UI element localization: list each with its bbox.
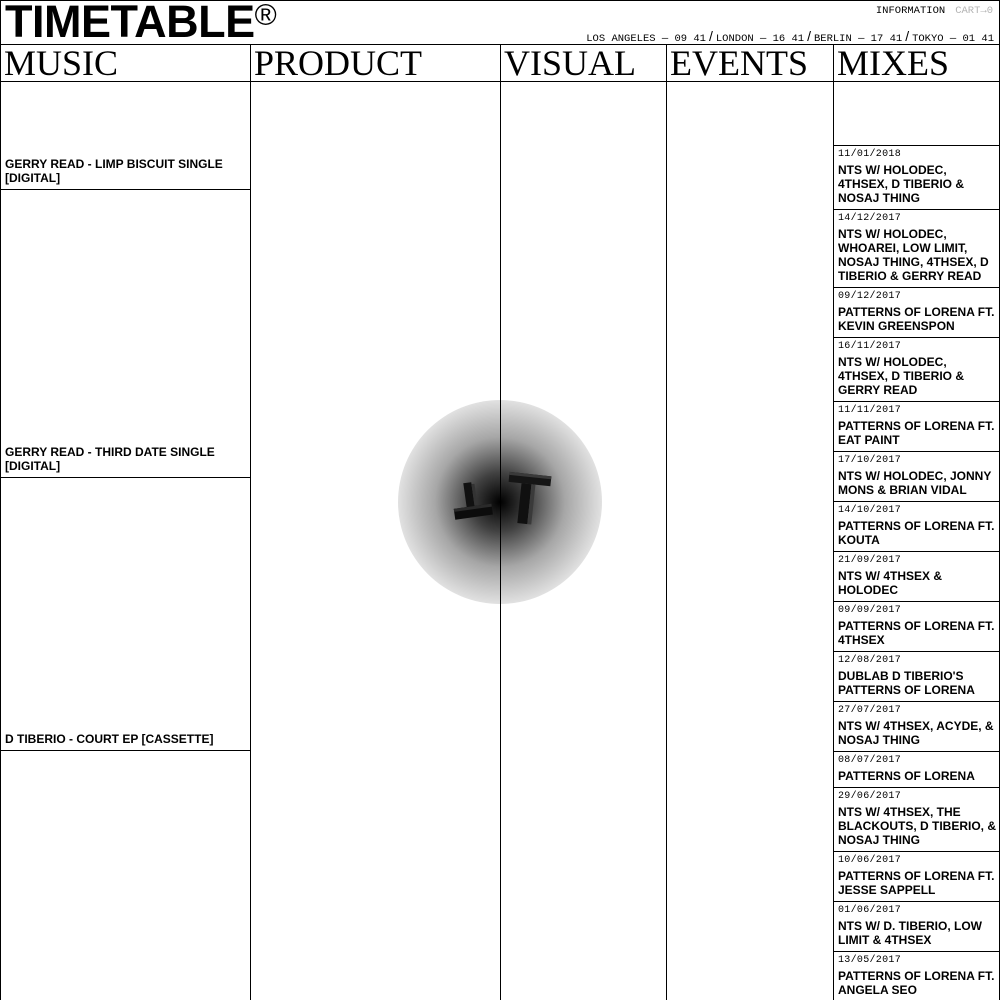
mix-item[interactable] — [834, 451, 1000, 501]
mix-date: 14/12/2017 — [838, 213, 902, 224]
music-item-title: GERRY READ - LIMP BISCUIT SINGLE [DIGITAL] — [5, 157, 223, 185]
mix-title: DUBLAB D TIBERIO'S PATTERNS OF LORENA — [838, 669, 975, 697]
mix-date: 12/08/2017 — [838, 655, 902, 666]
mix-date: 09/12/2017 — [838, 291, 902, 302]
world-clocks — [586, 28, 994, 45]
mix-item[interactable] — [834, 551, 1000, 601]
events-heading[interactable]: EVENTS — [667, 45, 834, 82]
mix-date: 08/07/2017 — [838, 755, 902, 766]
music-item[interactable] — [1, 82, 251, 190]
top-nav — [876, 5, 993, 17]
mix-item[interactable] — [834, 209, 1000, 287]
mix-date: 01/06/2017 — [838, 905, 902, 916]
clock-los-angeles: LOS ANGELES — 09 41 — [586, 33, 706, 45]
mix-title: NTS W/ 4THSEX & HOLODEC — [838, 569, 943, 597]
mix-item[interactable] — [834, 601, 1000, 651]
mix-title: NTS W/ HOLODEC, JONNY MONS & BRIAN VIDAL — [838, 469, 992, 497]
mix-date: 16/11/2017 — [838, 341, 902, 352]
mix-item[interactable] — [834, 851, 1000, 901]
mix-item[interactable] — [834, 501, 1000, 551]
mix-title: NTS W/ D. TIBERIO, LOW LIMIT & 4THSEX — [838, 919, 982, 947]
mixes-heading[interactable]: MIXES — [834, 45, 999, 82]
events-column — [666, 44, 834, 1000]
music-item-title: D TIBERIO - COURT EP [CASSETTE] — [5, 732, 214, 746]
mix-title: NTS W/ HOLODEC, 4THSEX, D TIBERIO & NOSAJ THING — [838, 163, 965, 205]
mix-item[interactable] — [834, 145, 1000, 209]
mix-item[interactable] — [834, 287, 1000, 337]
mix-date: 27/07/2017 — [838, 705, 902, 716]
mix-item[interactable] — [834, 787, 1000, 851]
mix-item[interactable] — [834, 951, 1000, 1000]
mix-title: PATTERNS OF LORENA FT. JESSE SAPPELL — [838, 869, 995, 897]
site-logo[interactable] — [5, 0, 276, 46]
clock-separator: / — [905, 28, 910, 44]
mix-title: NTS W/ HOLODEC, WHOAREI, LOW LIMIT, NOSAJ THING, 4THSEX, D TIBERIO & GERRY READ — [838, 227, 989, 283]
mix-list — [834, 145, 1000, 1000]
mix-title: PATTERNS OF LORENA FT. KEVIN GREENSPON — [838, 305, 995, 333]
mix-date: 29/06/2017 — [838, 791, 902, 802]
registered-mark: ® — [254, 0, 277, 32]
clock-london: LONDON — 16 41 — [715, 33, 805, 45]
mix-date: 11/11/2017 — [838, 405, 902, 416]
information-link[interactable]: INFORMATION — [875, 5, 946, 17]
rotating-t-right-icon — [503, 468, 553, 530]
mix-item[interactable] — [834, 651, 1000, 701]
mix-date: 11/01/2018 — [838, 149, 902, 160]
site-header — [0, 0, 1000, 47]
mix-title: NTS W/ HOLODEC, 4THSEX, D TIBERIO & GERRY READ — [838, 355, 965, 397]
mix-title: PATTERNS OF LORENA FT. 4THSEX — [838, 619, 995, 647]
clock-tokyo: TOKYO — 01 41 — [912, 33, 994, 45]
mixes-column — [833, 44, 1000, 1000]
mix-date: 21/09/2017 — [838, 555, 902, 566]
mix-date: 10/06/2017 — [838, 855, 902, 866]
spinning-logo-glow — [398, 400, 602, 604]
mix-item[interactable] — [834, 901, 1000, 951]
logo-text: TIMETABLE — [5, 0, 255, 47]
music-heading[interactable]: MUSIC — [1, 45, 251, 82]
mix-title: NTS W/ 4THSEX, ACYDE, & NOSAJ THING — [838, 719, 994, 747]
mix-item[interactable] — [834, 401, 1000, 451]
mix-item[interactable] — [834, 701, 1000, 751]
music-item[interactable] — [1, 190, 251, 478]
rotating-t-left-icon — [450, 478, 498, 524]
clock-separator: / — [807, 28, 811, 44]
mix-item[interactable] — [834, 337, 1000, 401]
cart-link[interactable]: CART→0 — [955, 5, 993, 17]
music-column — [0, 44, 251, 1000]
mix-title: PATTERNS OF LORENA FT. EAT PAINT — [838, 419, 995, 447]
mix-title: NTS W/ 4THSEX, THE BLACKOUTS, D TIBERIO, & NOSAJ THING — [838, 805, 996, 847]
product-heading[interactable]: PRODUCT — [251, 45, 501, 82]
mix-title: PATTERNS OF LORENA FT. KOUTA — [838, 519, 995, 547]
mix-title: PATTERNS OF LORENA — [838, 769, 975, 783]
mix-title: PATTERNS OF LORENA FT. ANGELA SEO — [838, 969, 995, 997]
mix-date: 09/09/2017 — [838, 605, 902, 616]
mix-date: 13/05/2017 — [838, 955, 902, 966]
music-item[interactable] — [1, 478, 251, 751]
music-item-title: GERRY READ - THIRD DATE SINGLE [DIGITAL] — [5, 445, 215, 473]
visual-heading[interactable]: VISUAL — [501, 45, 667, 82]
mix-date: 14/10/2017 — [838, 505, 902, 516]
mix-date: 17/10/2017 — [838, 455, 902, 466]
clock-berlin: BERLIN — 17 41 — [813, 33, 903, 45]
mix-item[interactable] — [834, 751, 1000, 787]
clock-separator: / — [708, 28, 713, 44]
